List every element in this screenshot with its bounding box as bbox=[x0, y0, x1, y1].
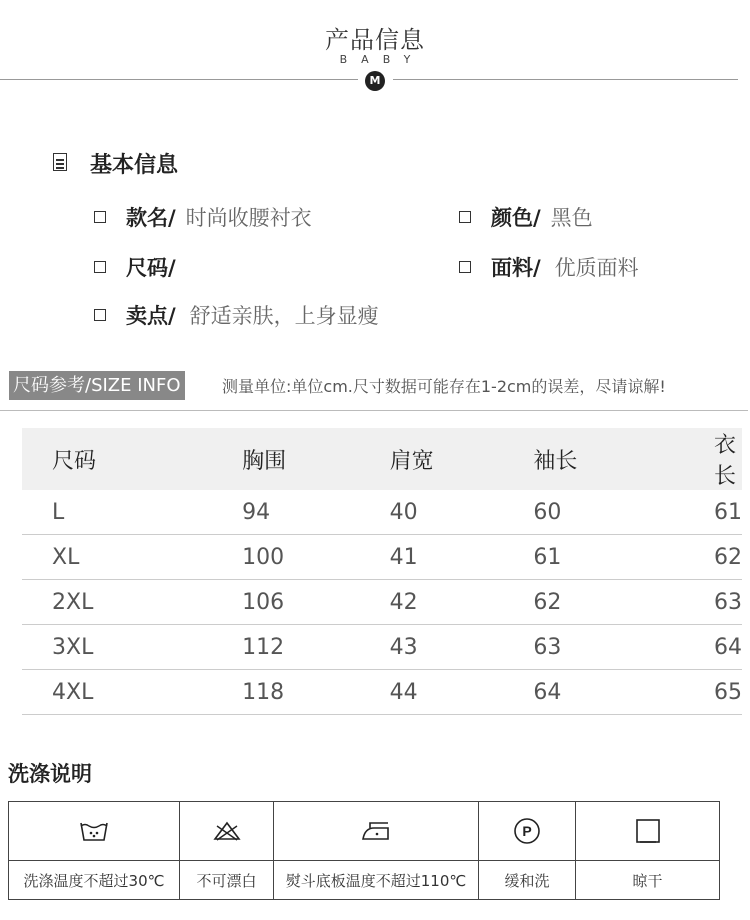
size-table-header bbox=[22, 428, 742, 490]
info-value: 优质面料 bbox=[554, 256, 639, 280]
divider-right bbox=[393, 79, 738, 80]
wash-label: 晾干 bbox=[576, 861, 720, 900]
table-cell: 62 bbox=[496, 580, 669, 625]
wash-icon-cell bbox=[9, 802, 180, 861]
size-note: 测量单位:单位cm.尺寸数据可能存在1-2cm的误差，尽请谅解! bbox=[222, 377, 666, 396]
table-cell: 61 bbox=[496, 535, 669, 580]
wash-icon-cell bbox=[576, 802, 720, 861]
line-dry-icon bbox=[634, 817, 662, 845]
wash-label: 洗涤温度不超过30℃ bbox=[9, 861, 180, 900]
column-header: 胸围 bbox=[188, 428, 345, 490]
info-value: 时尚收腰衬衣 bbox=[185, 206, 312, 230]
table-row bbox=[22, 625, 742, 670]
table-cell: 106 bbox=[188, 580, 345, 625]
column-header: 肩宽 bbox=[345, 428, 497, 490]
table-cell: 100 bbox=[188, 535, 345, 580]
table-cell: 2XL bbox=[22, 580, 188, 625]
wash-icon-cell bbox=[479, 802, 576, 861]
size-divider bbox=[0, 410, 748, 411]
dry-clean-p-icon bbox=[512, 816, 542, 846]
size-info-tag: 尺码参考/SIZE INFO bbox=[9, 371, 185, 400]
wash-label: 熨斗底板温度不超过110℃ bbox=[274, 861, 479, 900]
column-header: 衣长 bbox=[669, 428, 742, 490]
document-icon bbox=[53, 153, 67, 171]
table-row bbox=[22, 580, 742, 625]
checkbox-icon bbox=[94, 211, 106, 223]
table-row bbox=[22, 670, 742, 715]
checkbox-icon bbox=[94, 309, 106, 321]
table-cell: 118 bbox=[188, 670, 345, 715]
info-item-size bbox=[94, 252, 190, 282]
info-value: 黑色 bbox=[550, 206, 593, 230]
checkbox-icon bbox=[459, 261, 471, 273]
size-table bbox=[22, 428, 742, 715]
table-row bbox=[22, 535, 742, 580]
table-cell: 41 bbox=[345, 535, 497, 580]
table-cell: XL bbox=[22, 535, 188, 580]
checkbox-icon bbox=[459, 211, 471, 223]
table-cell: 64 bbox=[669, 625, 742, 670]
checkbox-icon bbox=[94, 261, 106, 273]
wash-label: 不可漂白 bbox=[180, 861, 274, 900]
table-cell: 60 bbox=[496, 490, 669, 535]
table-cell: 112 bbox=[188, 625, 345, 670]
info-item-color bbox=[459, 202, 593, 232]
wash-label-row bbox=[9, 861, 720, 900]
brand-badge: M bbox=[365, 71, 385, 91]
table-cell: 43 bbox=[345, 625, 497, 670]
table-row bbox=[22, 490, 742, 535]
wash-30-icon bbox=[79, 820, 109, 842]
info-label: 颜色/ bbox=[491, 206, 541, 230]
page-title: 产品信息 bbox=[325, 26, 425, 54]
dry-clean-symbol: P bbox=[522, 823, 532, 839]
table-cell: 3XL bbox=[22, 625, 188, 670]
info-label: 卖点/ bbox=[126, 304, 176, 328]
column-header: 尺码 bbox=[22, 428, 188, 490]
section-title-wash: 洗涤说明 bbox=[8, 762, 92, 786]
table-cell: 40 bbox=[345, 490, 497, 535]
table-cell: 63 bbox=[669, 580, 742, 625]
table-cell: 44 bbox=[345, 670, 497, 715]
column-header: 袖长 bbox=[496, 428, 669, 490]
info-item-style bbox=[94, 202, 312, 232]
section-title-basic: 基本信息 bbox=[90, 153, 179, 178]
table-cell: 61 bbox=[669, 490, 742, 535]
wash-icon-row bbox=[9, 802, 720, 861]
info-label: 尺码/ bbox=[126, 256, 176, 280]
wash-icon-cell bbox=[274, 802, 479, 861]
info-label: 面料/ bbox=[491, 256, 541, 280]
table-cell: 65 bbox=[669, 670, 742, 715]
wash-table bbox=[8, 801, 720, 900]
table-cell: 63 bbox=[496, 625, 669, 670]
table-cell: L bbox=[22, 490, 188, 535]
no-bleach-icon bbox=[212, 820, 242, 842]
table-cell: 62 bbox=[669, 535, 742, 580]
wash-label: 缓和洗 bbox=[479, 861, 576, 900]
wash-icon-cell bbox=[180, 802, 274, 861]
table-cell: 42 bbox=[345, 580, 497, 625]
iron-icon bbox=[360, 820, 392, 842]
info-label: 款名/ bbox=[126, 206, 176, 230]
info-value: 舒适亲肤，上身显瘦 bbox=[189, 304, 379, 328]
info-item-selling-point bbox=[94, 300, 379, 330]
table-cell: 94 bbox=[188, 490, 345, 535]
info-item-fabric bbox=[459, 252, 639, 282]
table-cell: 64 bbox=[496, 670, 669, 715]
table-cell: 4XL bbox=[22, 670, 188, 715]
page-subtitle: BABY bbox=[339, 53, 425, 66]
divider-left bbox=[0, 79, 358, 80]
